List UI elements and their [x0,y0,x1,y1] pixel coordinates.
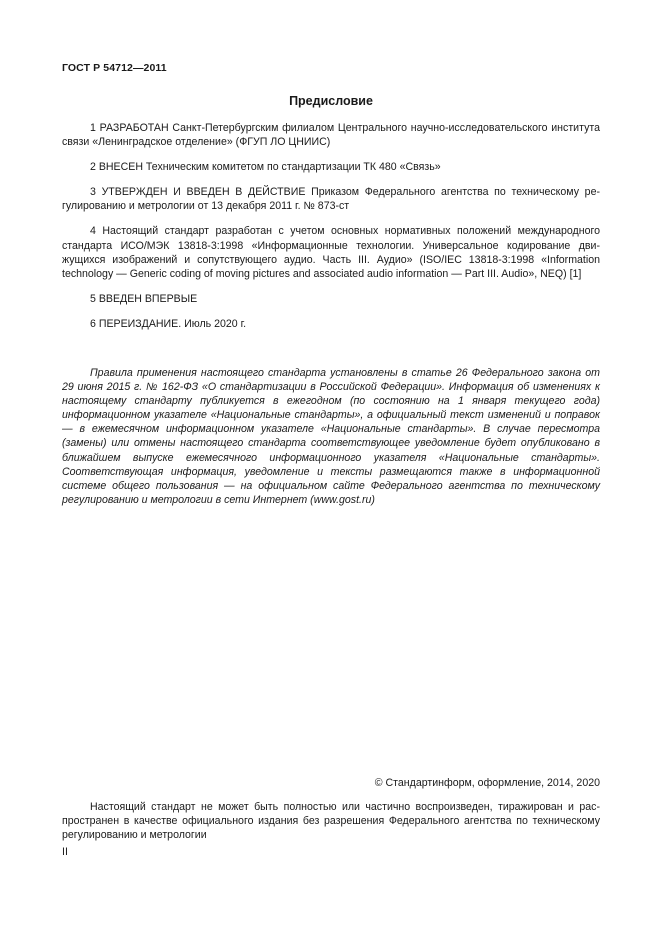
preface-item-3: 3 УТВЕРЖДЕН И ВВЕДЕН В ДЕЙСТВИЕ Приказом Федерального агентства по техническому регулированию и метрологии от 13 декабря 2011 г. № 873-ст [62,186,600,213]
copyright-line: © Стандартинформ, оформление, 2014, 2020 [374,777,600,789]
preface-item-4: 4 Настоящий стандарт разработан с учетом основных нормативных положений международного стандарта ИСО/МЭК 13818-3:1998 «Информационные технологии. Универсальное кодирование движущихся изображений и сопутствующего аудио. Часть III. Аудио» (ISO/IEC 13818-3:1998 «Information technology — Generic coding of moving pictures and associated audio information — Part III. Audio», NEQ) [1] [62,225,600,280]
reproduction-rights-notice: Настоящий стандарт не может быть полностью или частично воспроизведен, тиражирован и распространен в качестве официального издания без разрешения Федерального агентства по техническому регулированию и метрологии [62,801,600,842]
preface-item-5: 5 ВВЕДЕН ВПЕРВЫЕ [90,292,198,305]
preface-item-2: 2 ВНЕСЕН Техническим комитетом по стандартизации ТК 480 «Связь» [90,161,441,174]
preface-item-1: 1 РАЗРАБОТАН Санкт-Петербургским филиалом Центрального научно-исследовательского института связи «Ленинградское отделение» (ФГУП ЛО ЦНИИС) [62,122,600,149]
standard-application-notice: Правила применения настоящего стандарта установлены в статье 26 Федерального закона от 29 июня 2015 г. № 162-ФЗ «О стандартизации в Российской Федерации». Информация об изменениях к настоящему стандарту публикуется в ежегодном (по состоянию на 1 января текущего года) информационном указателе «Национальные стандарты», а официальный текст изменений и поправок — в ежемесячном информационном указателе «Национальные стандарты». В случае пересмотра (замены) или отмены настоящего стандарта соответствующее уведомление будет опубликовано в ближайшем выпуске ежемесячного информационного указателя «Национальные стандарты». Соответствующая информация, уведомление и тексты размещаются также в информационной системе общего пользования — на официальном сайте Федерального агентства по техническому регулированию и метрологии в сети Интернет (www.gost.ru) [62,367,600,506]
preface-list [62,121,600,342]
document-id: ГОСТ Р 54712—2011 [62,62,167,74]
preface-item-6: 6 ПЕРЕИЗДАНИЕ. Июль 2020 г. [90,317,247,330]
document-page [62,0,600,935]
preface-title: Предисловие [289,94,373,108]
page-number: II [62,846,68,858]
